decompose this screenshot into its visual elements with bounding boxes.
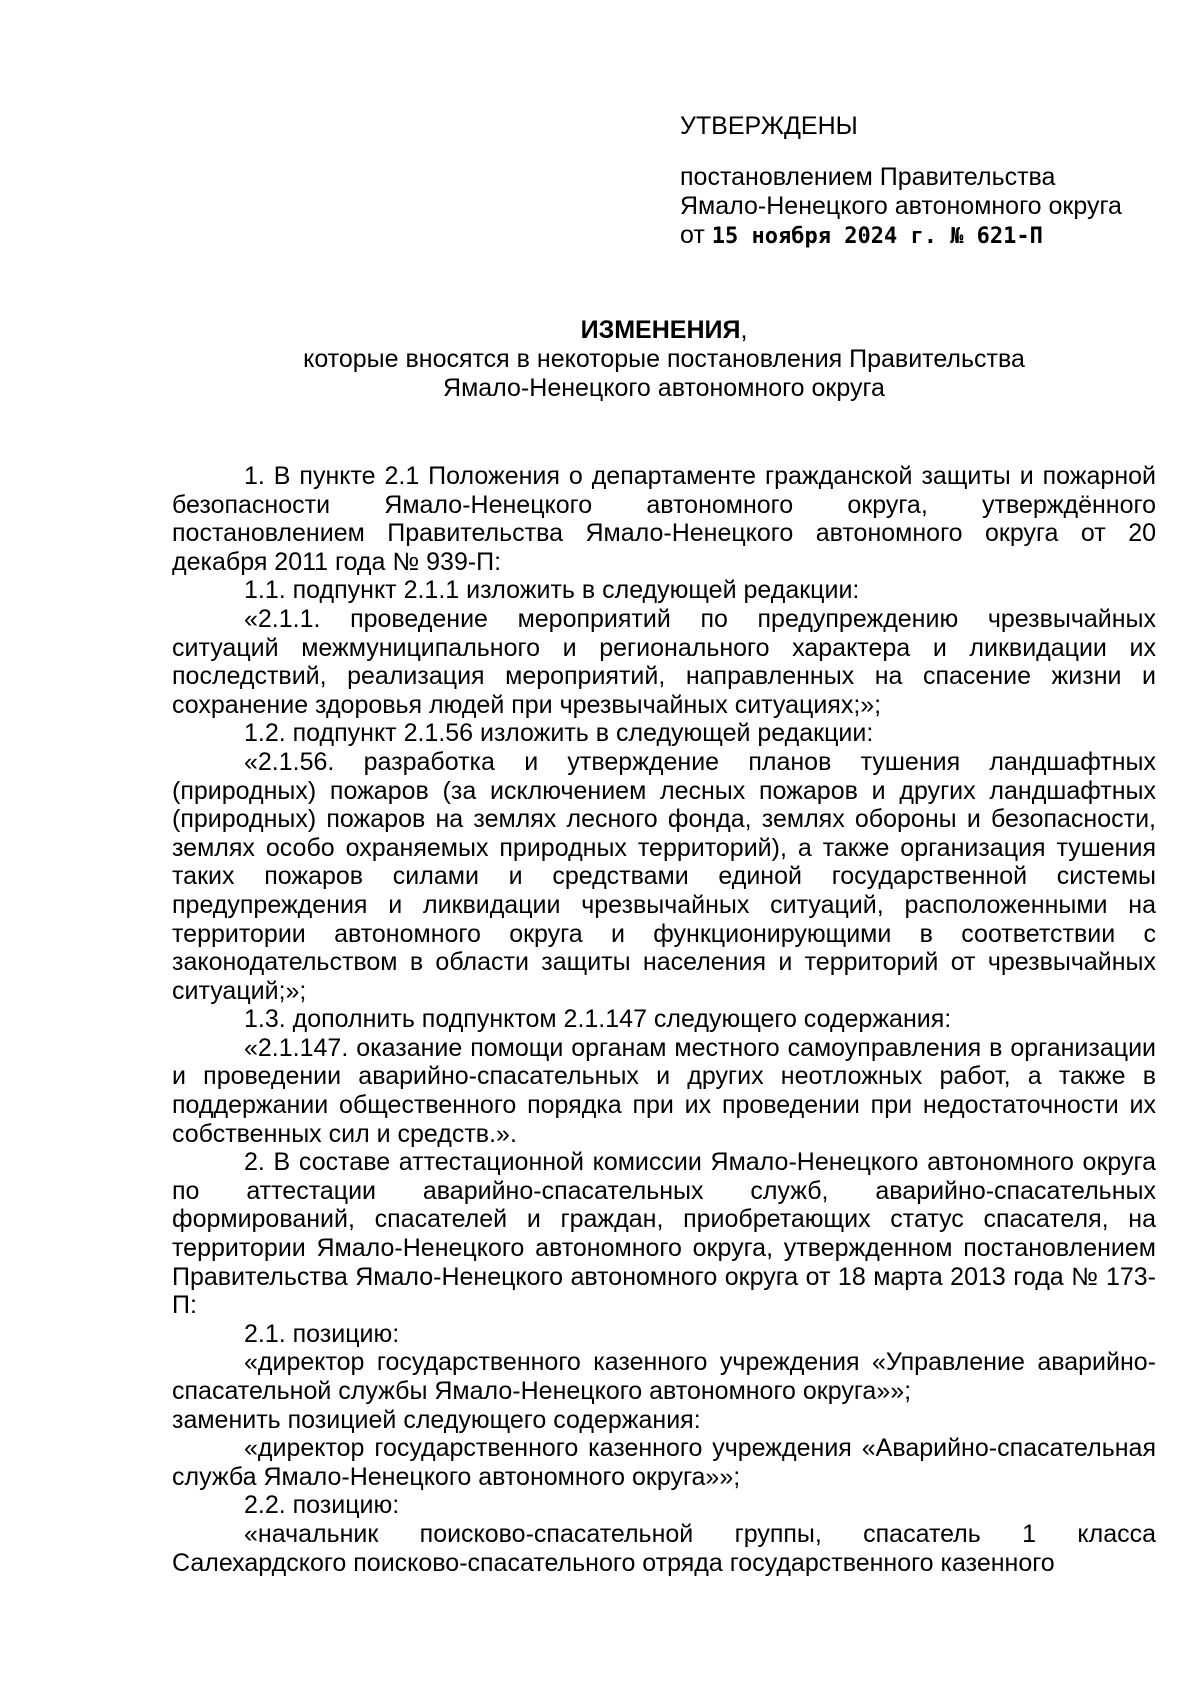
approval-block [680, 112, 1160, 251]
paragraph-replace-instruction: заменить позицией следующего содержания: [172, 1405, 701, 1434]
paragraph-quote-new-position-1: «директор государственного казенного учреждения «Аварийно-спасательная служба Ямало-Ненецкого автономного округа»»; [172, 1434, 1156, 1491]
paragraph-2: 2. В составе аттестационной комиссии Ямало-Ненецкого автономного округа по аттестации аварийно-спасательных служб, аварийно-спасательных формирований, спасателей и граждан, приобретающих статус спасателя, на территории Ямало-Ненецкого автономного округа, утвержденном постановлением Правительства Ямало-Ненецкого автономного округа от 18 марта 2013 года № 173-П: [172, 1148, 1156, 1320]
approval-date-number: 15 ноября 2024 г. № 621-П [711, 224, 1043, 249]
approval-line-2: Ямало-Ненецкого автономного округа [680, 192, 1122, 220]
paragraph-2-1: 2.1. позицию: [244, 1319, 400, 1348]
approval-line-1: постановлением Правительства [680, 163, 1056, 191]
paragraph-1-1: 1.1. подпункт 2.1.1 изложить в следующей редакции: [244, 576, 860, 605]
paragraph-1-3: 1.3. дополнить подпунктом 2.1.147 следующего содержания: [244, 1005, 952, 1034]
heading-subtitle-line-1: которые вносятся в некоторые постановления Правительства [303, 345, 1025, 373]
paragraph-quote-old-position-1: «директор государственного казенного учреждения «Управление аварийно-спасательной службы Ямало-Ненецкого автономного округа»»; [172, 1348, 1156, 1405]
heading-title: ИЗМЕНЕНИЯ [580, 316, 741, 344]
document-body [172, 462, 1156, 1577]
heading-title-line [172, 316, 1156, 345]
paragraph-2-2: 2.2. позицию: [244, 1491, 400, 1520]
paragraph-quote-2-1-56: «2.1.56. разработка и утверждение планов тушения ландшафтных (природных) пожаров (за исключением лесных пожаров и других ландшафтных (природных) пожаров на землях лесного фонда, землях обороны и безопасности, землях особо охраняемых природных территорий), а также организация тушения таких пожаров силами и средствами единой государственной системы предупреждения и ликвидации чрезвычайных ситуаций, расположенными на территории автономного округа и функционирующими в соответствии с законодательством в области защиты населения и территорий от чрезвычайных ситуаций;»; [172, 747, 1156, 1005]
approval-line-3 [680, 221, 1160, 251]
paragraph-1-2: 1.2. подпункт 2.1.56 изложить в следующей редакции: [244, 719, 874, 748]
paragraph-quote-old-position-2: «начальник поисково-спасательной группы, спасатель 1 класса Салехардского поисково-спасательного отряда государственного казенного [172, 1519, 1156, 1577]
document-heading [172, 316, 1156, 403]
approval-date-prefix: от [680, 221, 705, 249]
paragraph-quote-2-1-1: «2.1.1. проведение мероприятий по предупреждению чрезвычайных ситуаций межмуниципального и регионального характера и ликвидации их последствий, реализация мероприятий, направленных на спасение жизни и сохранение здоровья людей при чрезвычайных ситуациях;»; [172, 604, 1156, 719]
heading-subtitle-line-2: Ямало-Ненецкого автономного округа [443, 374, 885, 402]
approval-title: УТВЕРЖДЕНЫ [680, 112, 858, 140]
paragraph-quote-2-1-147: «2.1.147. оказание помощи органам местного самоуправления в организации и проведении аварийно-спасательных и других неотложных работ, а также в поддержании общественного порядка при их проведении при недостаточности их собственных сил и средств.». [172, 1033, 1156, 1148]
heading-title-punct: , [740, 316, 748, 344]
paragraph-1: 1. В пункте 2.1 Положения о департаменте гражданской защиты и пожарной безопасности Ямало-Ненецкого автономного округа, утверждённого постановлением Правительства Ямало-Ненецкого автономного округа от 20 декабря 2011 года № 939-П: [172, 462, 1156, 576]
